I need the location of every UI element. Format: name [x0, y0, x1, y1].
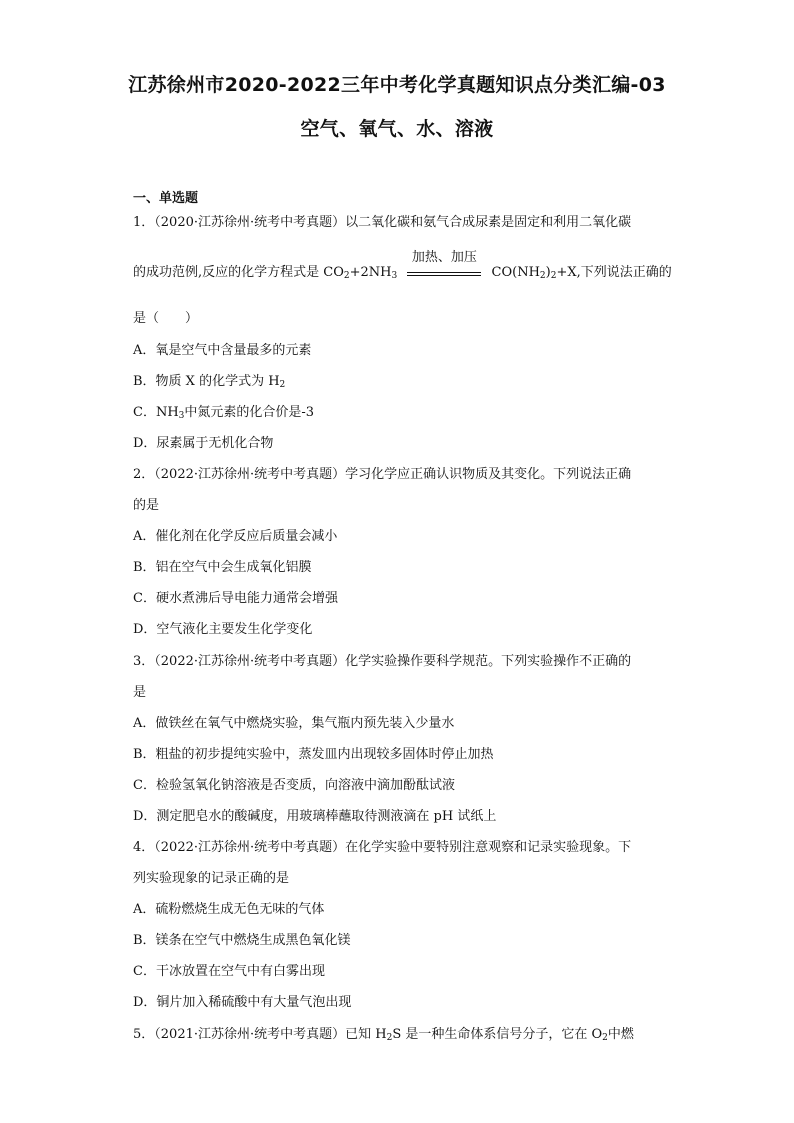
- question-4-option-d: D．铜片加入稀硫酸中有大量气泡出现: [133, 995, 352, 1010]
- q1-sub: 2: [550, 271, 557, 281]
- question-3-option-d: D．测定肥皂水的酸碱度，用玻璃棒蘸取待测液滴在 pH 试纸上: [133, 809, 497, 824]
- q1-sub: 3: [178, 411, 185, 421]
- q5-sub: 2: [602, 1033, 608, 1043]
- q1-sub: 2: [279, 380, 286, 390]
- question-1-stem-line-1: 1．（2020·江苏徐州·统考中考真题）以二氧化碳和氨气合成尿素是固定和利用二氧化碳: [133, 215, 632, 230]
- q1-text-pre: 的成功范例,反应的化学方程式是 CO: [133, 265, 344, 280]
- question-1-option-d: D．尿素属于无机化合物: [133, 436, 274, 451]
- q1-sub: 2: [343, 271, 350, 281]
- question-2-stem-line-1: 2．（2022·江苏徐州·统考中考真题）学习化学应正确认识物质及其变化。下列说法正确: [133, 467, 632, 482]
- question-4-option-a: A．硫粉燃烧生成无色无味的气体: [133, 902, 325, 917]
- q1-text-product: CO(NH: [491, 265, 540, 280]
- question-2-option-a: A．催化剂在化学反应后质量会减小: [133, 529, 338, 544]
- question-1-stem-line-2: [133, 249, 672, 281]
- q1-option-c-text: C．NH: [133, 405, 179, 420]
- question-2-option-b: B．铝在空气中会生成氧化铝膜: [133, 560, 312, 575]
- q1-option-b-text: B．物质 X 的化学式为 H: [133, 374, 280, 389]
- question-4-stem-line-2: 列实验现象的记录正确的是: [133, 871, 290, 886]
- q1-option-c-rest: 中氮元素的化合价是-3: [184, 405, 315, 420]
- question-4-option-c: C．干冰放置在空气中有白雾出现: [133, 964, 325, 979]
- equation-bar-top: [407, 272, 481, 273]
- question-3-option-a: A．做铁丝在氧气中燃烧实验，集气瓶内预先装入少量水: [133, 716, 455, 731]
- equation-condition: 加热、加压: [411, 249, 477, 265]
- question-4-option-b: B．镁条在空气中燃烧生成黑色氧化镁: [133, 933, 351, 948]
- q1-text-plus: +2NH: [349, 265, 392, 280]
- question-3-option-b: B．粗盐的初步提纯实验中，蒸发皿内出现较多固体时停止加热: [133, 747, 494, 762]
- q5-text-pre: 5．（2021·江苏徐州·统考中考真题）已知 H: [133, 1027, 387, 1042]
- q1-sub: 2: [539, 271, 546, 281]
- equation-bar-bottom: [407, 275, 481, 276]
- question-4-stem-line-1: 4．（2022·江苏徐州·统考中考真题）在化学实验中要特别注意观察和记录实验现象。下: [133, 840, 632, 855]
- question-1-stem-line-3: 是（ ）: [133, 311, 199, 326]
- section-heading: 一、单选题: [133, 191, 199, 206]
- document-title-line-2: 空气、氧气、水、溶液: [300, 118, 494, 140]
- q5-sub: 2: [386, 1033, 393, 1043]
- question-5-stem-line-1: [133, 1023, 634, 1042]
- question-1-option-a: A．氧是空气中含量最多的元素: [133, 343, 312, 358]
- document-title-line-1: 江苏徐州市2020-2022三年中考化学真题知识点分类汇编-03: [128, 74, 666, 96]
- question-1-option-b: [133, 370, 285, 389]
- question-2-option-d: D．空气液化主要发生化学变化: [133, 622, 313, 637]
- q5-text-post: 中燃: [607, 1027, 634, 1042]
- q1-sub: 3: [391, 271, 398, 281]
- q5-text-mid: S 是一种生命体系信号分子，它在 O: [392, 1027, 603, 1042]
- question-3-stem-line-2: 是: [133, 685, 147, 700]
- question-3-stem-line-1: 3．（2022·江苏徐州·统考中考真题）化学实验操作要科学规范。下列实验操作不正确的: [133, 654, 632, 669]
- q1-text-post: +X,下列说法正确的: [556, 265, 672, 280]
- equation-arrow: [407, 249, 481, 280]
- question-2-option-c: C．硬水煮沸后导电能力通常会增强: [133, 591, 338, 606]
- question-2-stem-line-2: 的是: [133, 498, 160, 513]
- q1-text-product-close: ): [545, 265, 551, 280]
- question-3-option-c: C．检验氢氧化钠溶液是否变质，向溶液中滴加酚酞试液: [133, 778, 455, 793]
- question-1-option-c: [133, 401, 314, 420]
